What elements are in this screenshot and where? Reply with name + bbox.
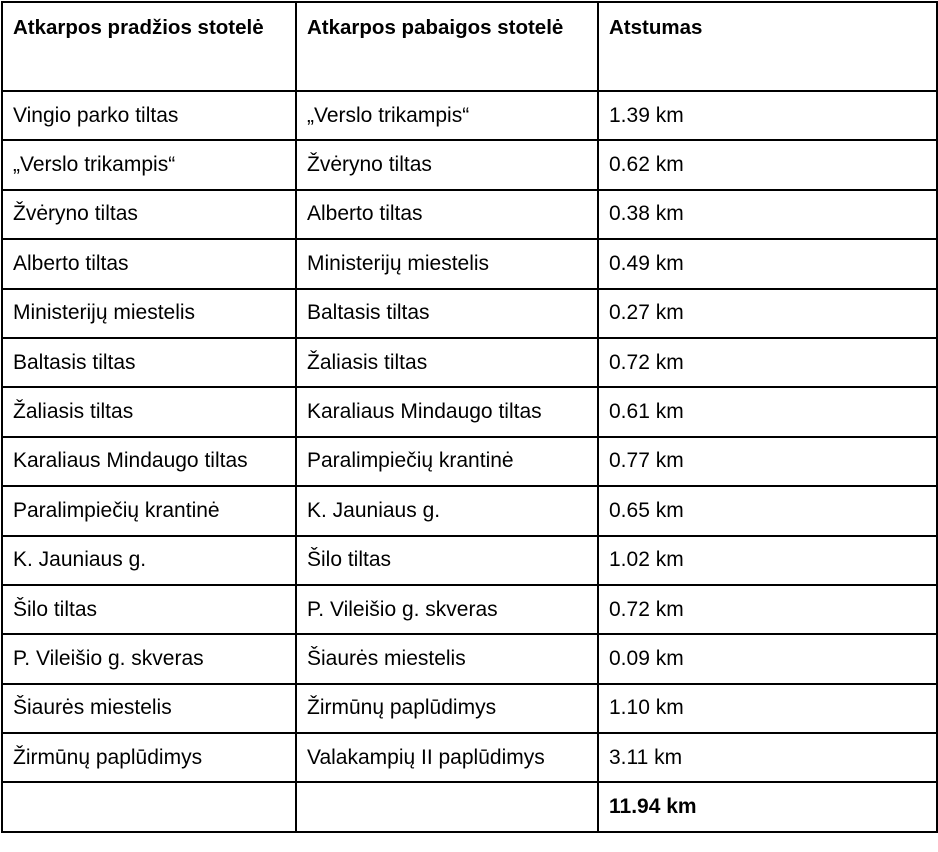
start-stop-cell: Paralimpiečių krantinė xyxy=(2,486,296,535)
start-stop-cell: Ministerijų miestelis xyxy=(2,289,296,338)
start-stop-cell: P. Vileišio g. skveras xyxy=(2,634,296,683)
distance-cell: 0.65 km xyxy=(598,486,937,535)
distance-cell: 0.27 km xyxy=(598,289,937,338)
table-body xyxy=(2,91,937,782)
table-row xyxy=(2,536,937,585)
start-stop-cell: K. Jauniaus g. xyxy=(2,536,296,585)
start-stop-cell: Alberto tiltas xyxy=(2,239,296,288)
end-stop-cell: P. Vileišio g. skveras xyxy=(296,585,598,634)
end-stop-cell: Valakampių II paplūdimys xyxy=(296,733,598,782)
start-stop-cell: Šilo tiltas xyxy=(2,585,296,634)
start-stop-cell: Šiaurės miestelis xyxy=(2,684,296,733)
total-end-cell xyxy=(296,782,598,831)
distance-cell: 1.10 km xyxy=(598,684,937,733)
table-row xyxy=(2,387,937,436)
start-stop-cell: Karaliaus Mindaugo tiltas xyxy=(2,437,296,486)
distance-cell: 0.72 km xyxy=(598,585,937,634)
distance-cell: 0.61 km xyxy=(598,387,937,436)
distance-cell: 0.38 km xyxy=(598,190,937,239)
header-start-stop: Atkarpos pradžios stotelė xyxy=(2,2,296,91)
start-stop-cell: „Verslo trikampis“ xyxy=(2,140,296,189)
distance-cell: 3.11 km xyxy=(598,733,937,782)
table-row xyxy=(2,190,937,239)
end-stop-cell: Žirmūnų paplūdimys xyxy=(296,684,598,733)
start-stop-cell: Žvėryno tiltas xyxy=(2,190,296,239)
total-row xyxy=(2,782,937,831)
end-stop-cell: Paralimpiečių krantinė xyxy=(296,437,598,486)
distance-cell: 0.09 km xyxy=(598,634,937,683)
distance-cell: 0.62 km xyxy=(598,140,937,189)
distance-cell: 1.39 km xyxy=(598,91,937,140)
header-distance: Atstumas xyxy=(598,2,937,91)
end-stop-cell: Karaliaus Mindaugo tiltas xyxy=(296,387,598,436)
table-row xyxy=(2,486,937,535)
end-stop-cell: Šiaurės miestelis xyxy=(296,634,598,683)
end-stop-cell: Žvėryno tiltas xyxy=(296,140,598,189)
distance-cell: 1.02 km xyxy=(598,536,937,585)
table-row xyxy=(2,140,937,189)
route-segments-table xyxy=(1,1,938,833)
table-row xyxy=(2,684,937,733)
start-stop-cell: Žirmūnų paplūdimys xyxy=(2,733,296,782)
end-stop-cell: Ministerijų miestelis xyxy=(296,239,598,288)
table-row xyxy=(2,437,937,486)
table-row xyxy=(2,634,937,683)
table-header-row xyxy=(2,2,937,91)
total-distance: 11.94 km xyxy=(598,782,937,831)
table-row xyxy=(2,733,937,782)
table-row xyxy=(2,338,937,387)
distance-cell: 0.77 km xyxy=(598,437,937,486)
header-end-stop: Atkarpos pabaigos stotelė xyxy=(296,2,598,91)
end-stop-cell: Žaliasis tiltas xyxy=(296,338,598,387)
end-stop-cell: Alberto tiltas xyxy=(296,190,598,239)
distance-cell: 0.72 km xyxy=(598,338,937,387)
end-stop-cell: Šilo tiltas xyxy=(296,536,598,585)
table-row xyxy=(2,585,937,634)
total-start-cell xyxy=(2,782,296,831)
end-stop-cell: K. Jauniaus g. xyxy=(296,486,598,535)
table-row xyxy=(2,289,937,338)
start-stop-cell: Baltasis tiltas xyxy=(2,338,296,387)
start-stop-cell: Vingio parko tiltas xyxy=(2,91,296,140)
table-row xyxy=(2,91,937,140)
distance-cell: 0.49 km xyxy=(598,239,937,288)
end-stop-cell: „Verslo trikampis“ xyxy=(296,91,598,140)
table-row xyxy=(2,239,937,288)
end-stop-cell: Baltasis tiltas xyxy=(296,289,598,338)
start-stop-cell: Žaliasis tiltas xyxy=(2,387,296,436)
